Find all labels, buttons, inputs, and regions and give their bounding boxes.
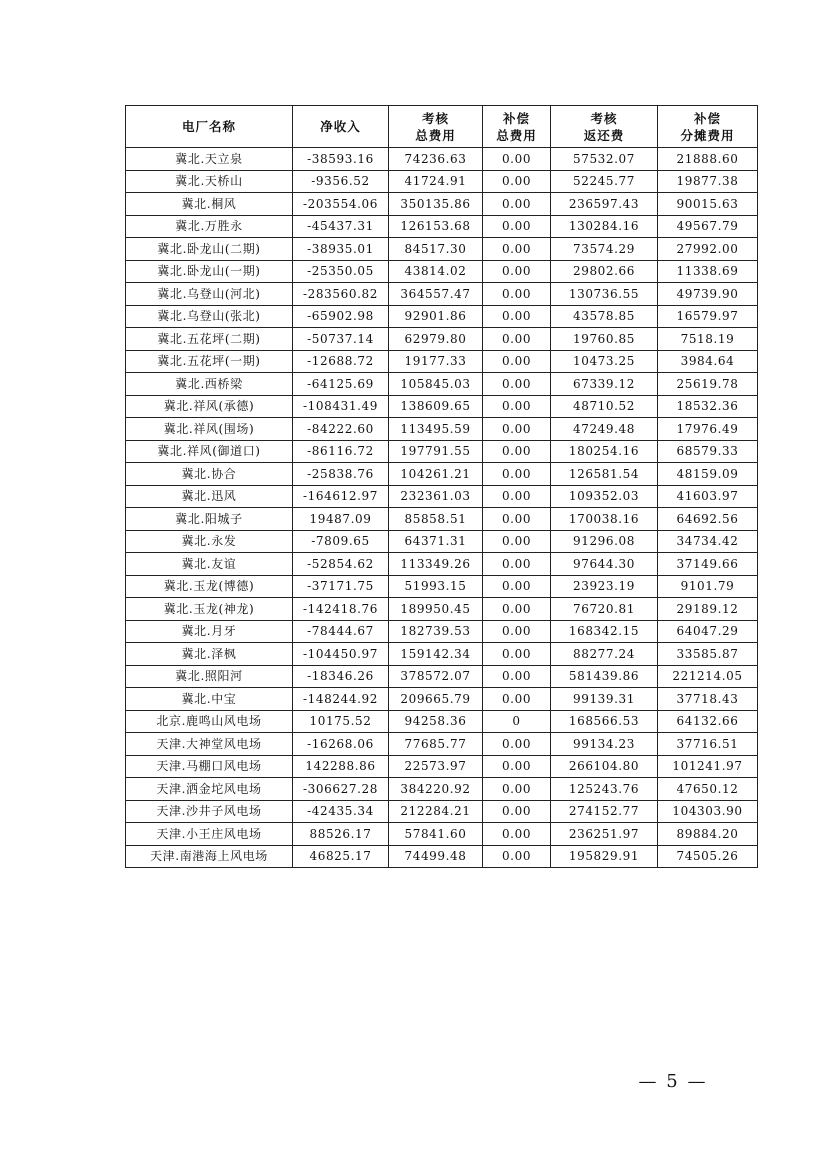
cell-plant-name: 冀北.祥风(御道口) <box>126 440 293 463</box>
cell-net-income: -283560.82 <box>293 283 389 306</box>
cell-compensation-share: 221214.05 <box>658 665 758 688</box>
table-body <box>126 148 758 868</box>
cell-assessment-total: 159142.34 <box>389 643 483 666</box>
cell-plant-name: 天津.马棚口风电场 <box>126 755 293 778</box>
cell-net-income: -108431.49 <box>293 395 389 418</box>
cell-assessment-refund: 274152.77 <box>551 800 658 823</box>
table-row <box>126 688 758 711</box>
table-row <box>126 440 758 463</box>
cell-assessment-total: 74236.63 <box>389 148 483 171</box>
cell-compensation-share: 89884.20 <box>658 823 758 846</box>
cell-net-income: -18346.26 <box>293 665 389 688</box>
cell-plant-name: 冀北.乌登山(河北) <box>126 283 293 306</box>
cell-plant-name: 冀北.玉龙(神龙) <box>126 598 293 621</box>
cell-assessment-total: 182739.53 <box>389 620 483 643</box>
header-text-line: 总费用 <box>496 127 537 143</box>
cell-assessment-refund: 29802.66 <box>551 260 658 283</box>
cell-assessment-refund: 97644.30 <box>551 553 658 576</box>
cell-assessment-total: 189950.45 <box>389 598 483 621</box>
cell-assessment-total: 64371.31 <box>389 530 483 553</box>
table-row <box>126 598 758 621</box>
cell-assessment-refund: 236251.97 <box>551 823 658 846</box>
cell-compensation-share: 25619.78 <box>658 373 758 396</box>
cell-compensation-total: 0.00 <box>483 395 551 418</box>
cell-compensation-total: 0.00 <box>483 373 551 396</box>
table-row <box>126 575 758 598</box>
cell-net-income: 142288.86 <box>293 755 389 778</box>
cell-net-income: -37171.75 <box>293 575 389 598</box>
cell-net-income: -84222.60 <box>293 418 389 441</box>
cell-net-income: -203554.06 <box>293 193 389 216</box>
cell-net-income: -7809.65 <box>293 530 389 553</box>
cell-net-income: -148244.92 <box>293 688 389 711</box>
cell-assessment-total: 104261.21 <box>389 463 483 486</box>
cell-assessment-total: 350135.86 <box>389 193 483 216</box>
cell-assessment-total: 378572.07 <box>389 665 483 688</box>
cell-compensation-total: 0.00 <box>483 800 551 823</box>
table-row <box>126 823 758 846</box>
cell-assessment-refund: 48710.52 <box>551 395 658 418</box>
cell-compensation-share: 29189.12 <box>658 598 758 621</box>
cell-compensation-share: 101241.97 <box>658 755 758 778</box>
cell-assessment-total: 19177.33 <box>389 350 483 373</box>
cell-compensation-total: 0.00 <box>483 283 551 306</box>
table-row <box>126 260 758 283</box>
header-plant-name <box>126 106 293 148</box>
cell-compensation-share: 7518.19 <box>658 328 758 351</box>
cell-assessment-total: 126153.68 <box>389 215 483 238</box>
cell-net-income: -9356.52 <box>293 170 389 193</box>
cell-net-income: -142418.76 <box>293 598 389 621</box>
cell-compensation-share: 41603.97 <box>658 485 758 508</box>
cell-compensation-share: 3984.64 <box>658 350 758 373</box>
cell-assessment-total: 94258.36 <box>389 710 483 733</box>
cell-net-income: -25350.05 <box>293 260 389 283</box>
cell-net-income: -164612.97 <box>293 485 389 508</box>
cell-assessment-total: 113349.26 <box>389 553 483 576</box>
cell-compensation-total: 0 <box>483 710 551 733</box>
cell-plant-name: 冀北.天立泉 <box>126 148 293 171</box>
cell-assessment-refund: 180254.16 <box>551 440 658 463</box>
cell-plant-name: 冀北.祥风(围场) <box>126 418 293 441</box>
table-row <box>126 620 758 643</box>
header-compensation-total <box>483 106 551 148</box>
cell-compensation-share: 17976.49 <box>658 418 758 441</box>
cell-compensation-share: 74505.26 <box>658 845 758 868</box>
cell-compensation-share: 90015.63 <box>658 193 758 216</box>
cell-assessment-total: 57841.60 <box>389 823 483 846</box>
cell-net-income: -50737.14 <box>293 328 389 351</box>
header-text-line: 总费用 <box>415 127 456 143</box>
cell-compensation-total: 0.00 <box>483 688 551 711</box>
cell-assessment-total: 384220.92 <box>389 778 483 801</box>
table-row <box>126 238 758 261</box>
cell-assessment-total: 197791.55 <box>389 440 483 463</box>
cell-compensation-share: 64132.66 <box>658 710 758 733</box>
cell-plant-name: 冀北.协合 <box>126 463 293 486</box>
table-row <box>126 418 758 441</box>
table-row <box>126 845 758 868</box>
cell-plant-name: 冀北.迅风 <box>126 485 293 508</box>
header-text-line: 考核 <box>421 110 449 126</box>
cell-assessment-total: 77685.77 <box>389 733 483 756</box>
cell-compensation-share: 21888.60 <box>658 148 758 171</box>
cell-compensation-total: 0.00 <box>483 485 551 508</box>
cell-assessment-refund: 52245.77 <box>551 170 658 193</box>
cell-compensation-share: 37716.51 <box>658 733 758 756</box>
cell-plant-name: 冀北.天桥山 <box>126 170 293 193</box>
cell-plant-name: 冀北.玉龙(博德) <box>126 575 293 598</box>
header-text-line: 补偿 <box>693 110 721 126</box>
header-text-line: 返还费 <box>583 127 625 143</box>
table-row <box>126 350 758 373</box>
cell-plant-name: 天津.大神堂风电场 <box>126 733 293 756</box>
cell-compensation-share: 68579.33 <box>658 440 758 463</box>
header-compensation-share <box>658 106 758 148</box>
cell-compensation-total: 0.00 <box>483 665 551 688</box>
cell-assessment-refund: 168566.53 <box>551 710 658 733</box>
header-net-income <box>293 106 389 148</box>
cell-compensation-share: 64692.56 <box>658 508 758 531</box>
table-row <box>126 800 758 823</box>
cell-net-income: -306627.28 <box>293 778 389 801</box>
cell-assessment-total: 41724.91 <box>389 170 483 193</box>
cell-compensation-total: 0.00 <box>483 643 551 666</box>
cell-assessment-refund: 236597.43 <box>551 193 658 216</box>
cell-net-income: -45437.31 <box>293 215 389 238</box>
cell-net-income: 88526.17 <box>293 823 389 846</box>
cell-compensation-share: 49567.79 <box>658 215 758 238</box>
cell-net-income: -38593.16 <box>293 148 389 171</box>
cell-assessment-refund: 581439.86 <box>551 665 658 688</box>
cell-compensation-total: 0.00 <box>483 575 551 598</box>
cell-assessment-refund: 73574.29 <box>551 238 658 261</box>
table-row <box>126 283 758 306</box>
cell-compensation-share: 34734.42 <box>658 530 758 553</box>
cell-net-income: -42435.34 <box>293 800 389 823</box>
cell-assessment-total: 364557.47 <box>389 283 483 306</box>
cell-assessment-refund: 130736.55 <box>551 283 658 306</box>
cell-assessment-total: 138609.65 <box>389 395 483 418</box>
cell-compensation-share: 47650.12 <box>658 778 758 801</box>
cell-compensation-share: 49739.90 <box>658 283 758 306</box>
cell-plant-name: 北京.鹿鸣山风电场 <box>126 710 293 733</box>
cell-compensation-total: 0.00 <box>483 418 551 441</box>
cell-assessment-total: 212284.21 <box>389 800 483 823</box>
cell-assessment-refund: 43578.85 <box>551 305 658 328</box>
cell-compensation-total: 0.00 <box>483 620 551 643</box>
cell-assessment-refund: 23923.19 <box>551 575 658 598</box>
cell-compensation-share: 64047.29 <box>658 620 758 643</box>
cell-net-income: -65902.98 <box>293 305 389 328</box>
cell-compensation-total: 0.00 <box>483 733 551 756</box>
cell-plant-name: 冀北.永发 <box>126 530 293 553</box>
cell-plant-name: 天津.小王庄风电场 <box>126 823 293 846</box>
cell-assessment-refund: 19760.85 <box>551 328 658 351</box>
cell-assessment-refund: 109352.03 <box>551 485 658 508</box>
cell-assessment-refund: 125243.76 <box>551 778 658 801</box>
cell-plant-name: 天津.洒金坨风电场 <box>126 778 293 801</box>
cell-plant-name: 冀北.阳城子 <box>126 508 293 531</box>
table-row <box>126 215 758 238</box>
cell-compensation-total: 0.00 <box>483 598 551 621</box>
table-row <box>126 733 758 756</box>
header-assessment-total <box>389 106 483 148</box>
cell-plant-name: 冀北.五花坪(二期) <box>126 328 293 351</box>
cell-plant-name: 冀北.五花坪(一期) <box>126 350 293 373</box>
table-row <box>126 755 758 778</box>
table-row <box>126 373 758 396</box>
cell-compensation-share: 18532.36 <box>658 395 758 418</box>
table-row <box>126 665 758 688</box>
table-row <box>126 508 758 531</box>
cell-plant-name: 天津.南港海上风电场 <box>126 845 293 868</box>
header-text-line: 电厂名称 <box>181 119 236 134</box>
cell-compensation-share: 37718.43 <box>658 688 758 711</box>
cell-assessment-total: 85858.51 <box>389 508 483 531</box>
cell-net-income: -38935.01 <box>293 238 389 261</box>
cell-assessment-refund: 67339.12 <box>551 373 658 396</box>
header-text-line: 净收入 <box>320 119 361 134</box>
table-row <box>126 193 758 216</box>
cell-assessment-refund: 47249.48 <box>551 418 658 441</box>
cell-assessment-refund: 57532.07 <box>551 148 658 171</box>
cell-assessment-total: 232361.03 <box>389 485 483 508</box>
cell-compensation-total: 0.00 <box>483 193 551 216</box>
cell-compensation-total: 0.00 <box>483 823 551 846</box>
cell-compensation-share: 33585.87 <box>658 643 758 666</box>
table-row <box>126 463 758 486</box>
cell-compensation-total: 0.00 <box>483 148 551 171</box>
cell-assessment-total: 209665.79 <box>389 688 483 711</box>
cell-assessment-total: 43814.02 <box>389 260 483 283</box>
cell-assessment-refund: 168342.15 <box>551 620 658 643</box>
cell-net-income: -86116.72 <box>293 440 389 463</box>
page-number: — 5 — <box>638 1071 708 1092</box>
cell-compensation-share: 11338.69 <box>658 260 758 283</box>
cell-net-income: 19487.09 <box>293 508 389 531</box>
table-row <box>126 778 758 801</box>
cell-net-income: -64125.69 <box>293 373 389 396</box>
table-row <box>126 328 758 351</box>
cell-assessment-refund: 170038.16 <box>551 508 658 531</box>
cell-plant-name: 冀北.泽枫 <box>126 643 293 666</box>
cell-compensation-total: 0.00 <box>483 553 551 576</box>
cell-assessment-total: 22573.97 <box>389 755 483 778</box>
cell-compensation-total: 0.00 <box>483 328 551 351</box>
header-assessment-refund <box>551 106 658 148</box>
cell-plant-name: 冀北.卧龙山(二期) <box>126 238 293 261</box>
cell-plant-name: 冀北.西桥梁 <box>126 373 293 396</box>
cell-compensation-total: 0.00 <box>483 755 551 778</box>
cell-assessment-refund: 76720.81 <box>551 598 658 621</box>
cell-assessment-total: 62979.80 <box>389 328 483 351</box>
cell-assessment-refund: 99139.31 <box>551 688 658 711</box>
table-row <box>126 170 758 193</box>
cell-plant-name: 冀北.桐风 <box>126 193 293 216</box>
cell-net-income: -25838.76 <box>293 463 389 486</box>
cell-assessment-refund: 130284.16 <box>551 215 658 238</box>
cell-assessment-refund: 91296.08 <box>551 530 658 553</box>
cell-compensation-share: 104303.90 <box>658 800 758 823</box>
table-header-row <box>126 106 758 148</box>
cell-compensation-total: 0.00 <box>483 305 551 328</box>
cell-compensation-total: 0.00 <box>483 508 551 531</box>
cell-assessment-refund: 88277.24 <box>551 643 658 666</box>
header-text-line: 考核 <box>590 110 618 126</box>
cell-plant-name: 冀北.乌登山(张北) <box>126 305 293 328</box>
cell-net-income: -78444.67 <box>293 620 389 643</box>
cell-compensation-share: 48159.09 <box>658 463 758 486</box>
fee-table <box>125 105 758 868</box>
cell-compensation-total: 0.00 <box>483 530 551 553</box>
cell-compensation-total: 0.00 <box>483 778 551 801</box>
table-row <box>126 710 758 733</box>
cell-assessment-refund: 266104.80 <box>551 755 658 778</box>
cell-assessment-total: 92901.86 <box>389 305 483 328</box>
cell-compensation-total: 0.00 <box>483 350 551 373</box>
cell-plant-name: 冀北.照阳河 <box>126 665 293 688</box>
cell-compensation-share: 27992.00 <box>658 238 758 261</box>
table-row <box>126 485 758 508</box>
cell-plant-name: 冀北.卧龙山(一期) <box>126 260 293 283</box>
cell-compensation-total: 0.00 <box>483 440 551 463</box>
cell-plant-name: 冀北.万胜永 <box>126 215 293 238</box>
cell-plant-name: 冀北.祥风(承德) <box>126 395 293 418</box>
cell-compensation-total: 0.00 <box>483 845 551 868</box>
cell-plant-name: 冀北.月牙 <box>126 620 293 643</box>
table-row <box>126 553 758 576</box>
cell-compensation-share: 37149.66 <box>658 553 758 576</box>
cell-compensation-total: 0.00 <box>483 238 551 261</box>
table-row <box>126 148 758 171</box>
cell-net-income: -104450.97 <box>293 643 389 666</box>
cell-plant-name: 天津.沙井子风电场 <box>126 800 293 823</box>
cell-assessment-total: 84517.30 <box>389 238 483 261</box>
cell-compensation-share: 19877.38 <box>658 170 758 193</box>
cell-compensation-total: 0.00 <box>483 260 551 283</box>
cell-compensation-share: 9101.79 <box>658 575 758 598</box>
cell-assessment-total: 74499.48 <box>389 845 483 868</box>
header-text-line: 补偿 <box>502 110 530 126</box>
cell-net-income: 46825.17 <box>293 845 389 868</box>
cell-assessment-refund: 195829.91 <box>551 845 658 868</box>
cell-assessment-total: 51993.15 <box>389 575 483 598</box>
cell-net-income: -12688.72 <box>293 350 389 373</box>
cell-net-income: -52854.62 <box>293 553 389 576</box>
cell-compensation-share: 16579.97 <box>658 305 758 328</box>
table-row <box>126 530 758 553</box>
cell-net-income: 10175.52 <box>293 710 389 733</box>
cell-assessment-total: 113495.59 <box>389 418 483 441</box>
cell-plant-name: 冀北.友谊 <box>126 553 293 576</box>
cell-compensation-total: 0.00 <box>483 170 551 193</box>
header-text-line: 分摊费用 <box>680 127 735 143</box>
cell-net-income: -16268.06 <box>293 733 389 756</box>
cell-assessment-refund: 10473.25 <box>551 350 658 373</box>
cell-plant-name: 冀北.中宝 <box>126 688 293 711</box>
cell-compensation-total: 0.00 <box>483 463 551 486</box>
cell-assessment-total: 105845.03 <box>389 373 483 396</box>
cell-assessment-refund: 99134.23 <box>551 733 658 756</box>
table-row <box>126 643 758 666</box>
cell-compensation-total: 0.00 <box>483 215 551 238</box>
table-row <box>126 305 758 328</box>
cell-assessment-refund: 126581.54 <box>551 463 658 486</box>
table-row <box>126 395 758 418</box>
